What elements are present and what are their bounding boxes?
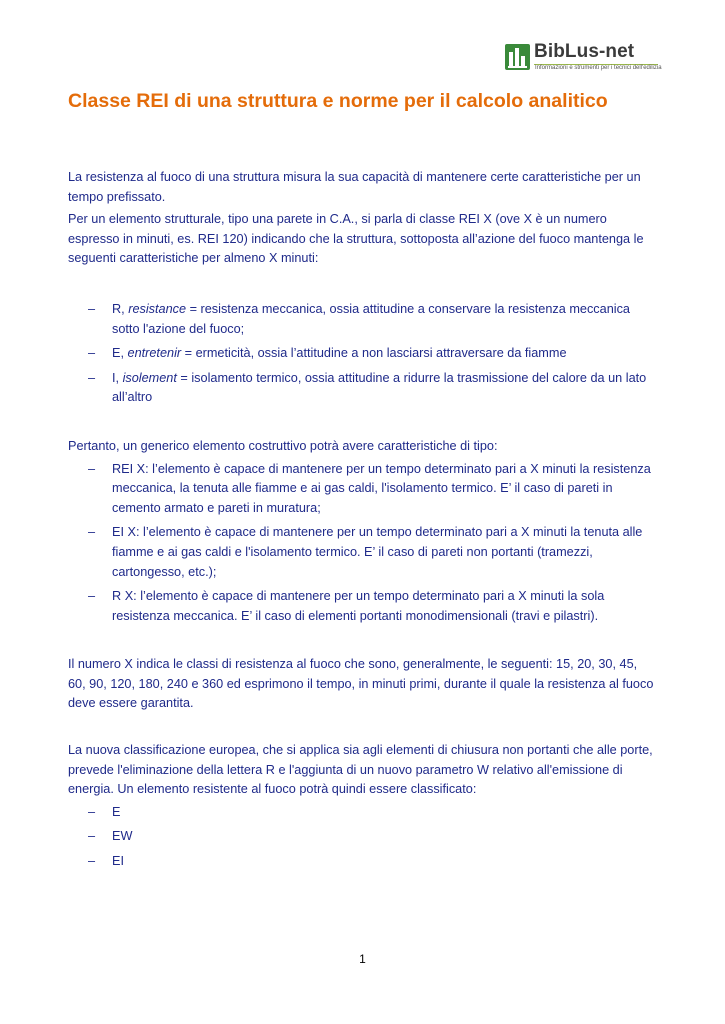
types-list [68,460,658,627]
list-item-rx: – R X: l’elemento è capace di mantenere per un tempo determinato pari a X minuti la sola resistenza meccanica. E’ il caso di elementi portanti monodimensionali (travi e pilastri). [68,587,658,626]
document-body [68,168,658,877]
intro-paragraph-2: Per un elemento strutturale, tipo una parete in C.A., si parla di classe REI X (ove X è un numero espresso in minuti, es. REI 120) indicando che la struttura, sottoposta all’azione del fuoco mantenga le seguenti caratteristiche per almeno X minuti: [68,212,644,266]
intro-paragraph-1: La resistenza al fuoco di una struttura misura la sua capacità di mantenere certe caratteristiche per un tempo prefissato. [68,170,641,204]
logo-tagline: Informazioni e strumenti per i tecnici dell'edilizia [535,65,662,71]
pertanto-paragraph: Pertanto, un generico elemento costruttivo potrà avere caratteristiche di tipo: [68,438,498,453]
european-paragraph: La nuova classificazione europea, che si applica sia agli elementi di chiusura non portanti che alle porte, prevede l'eliminazione della lettera R e l'aggiunta di un nuovo parametro W relativo all'emissione di energia. Un elemento resistente al fuoco potrà quindi essere classificato: [68,743,653,797]
list-item-rei: – REI X: l’elemento è capace di mantenere per un tempo determinato pari a X minuti la resistenza meccanica, la tenuta alle fiamme e ai gas caldi, l'isolamento termico. E’ il caso di pareti in cemento armato e pareti in muratura; [68,460,658,519]
logo-mark-icon [505,44,530,70]
list-item-ew-class: – EW [68,827,658,847]
list-item-e: – E, entretenir = ermeticità, ossia l’attitudine a non lasciarsi attraversare da fiamme [68,344,658,364]
list-item-ei-class: – EI [68,852,658,872]
list-item-ei: – EI X: l’elemento è capace di mantenere per un tempo determinato pari a X minuti la tenuta alle fiamme e ai gas caldi e l'isolamento termico. E’ il caso di pareti non portanti (tramezzi, cartongesso, etc.); [68,523,658,582]
euro-classes-list [68,803,658,872]
logo-name: BibLus-net [534,41,635,62]
page-number: 1 [359,952,366,966]
list-item-e-class: – E [68,803,658,823]
characteristics-list [68,300,658,408]
page-title: Classe REI di una struttura e norme per il calcolo analitico [68,90,608,112]
list-item-r: – R, resistance = resistenza meccanica, ossia attitudine a conservare la resistenza meccanica sotto l'azione del fuoco; [68,300,658,339]
list-item-i: – I, isolement = isolamento termico, ossia attitudine a ridurre la trasmissione del calore da un lato all’altro [68,369,658,408]
classes-paragraph: Il numero X indica le classi di resistenza al fuoco che sono, generalmente, le seguenti: 15, 20, 30, 45, 60, 90, 120, 180, 240 e 360 ed esprimono il tempo, in minuti primi, durante il quale la resistenza al fuoco deve essere garantita. [68,657,654,711]
biblus-logo [505,41,662,72]
